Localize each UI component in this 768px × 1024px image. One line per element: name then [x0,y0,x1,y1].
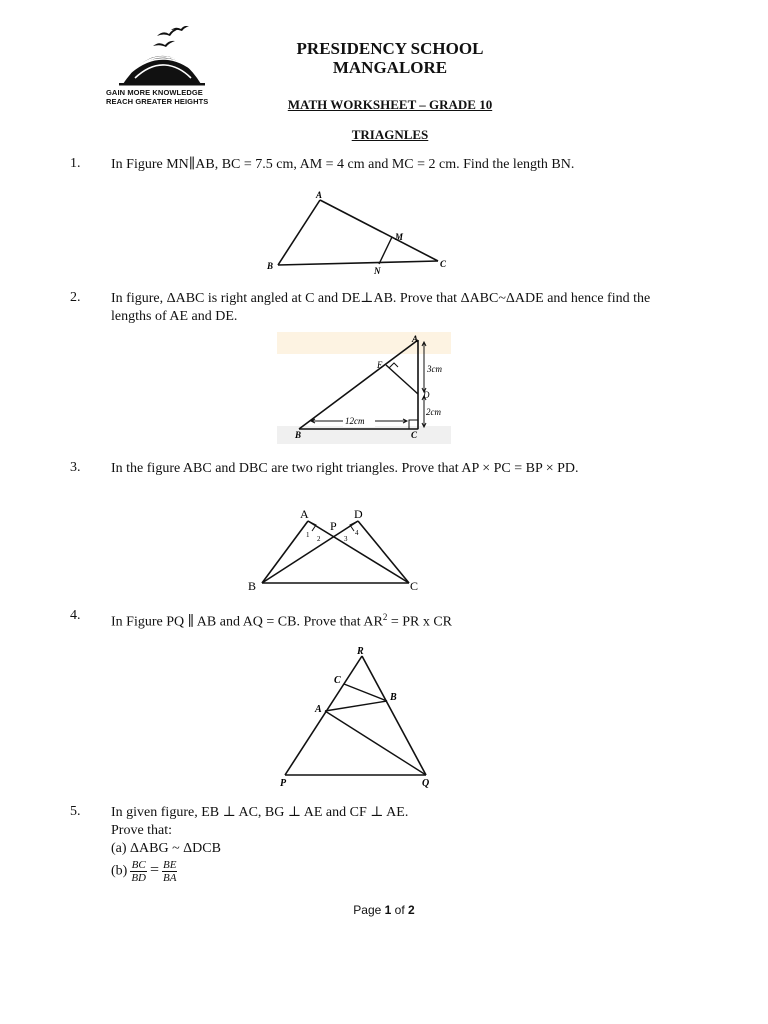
question-number: 1. [70,156,81,171]
figure-label: 2cm [426,407,441,417]
figure-q1-triangle [262,188,458,278]
figure-label: B [295,430,302,440]
school-name: PRESIDENCY SCHOOL [296,39,484,58]
figure-q2-triangle [277,332,451,444]
page-current: 1 [384,903,392,917]
figure-label: 3 [344,535,348,543]
question-text-line: Prove that: [111,823,173,838]
superscript: 2 [382,612,388,622]
figure-label: D [423,390,430,400]
figure-label: N [374,266,381,276]
figure-label: B [390,692,397,703]
fraction-bc-bd [130,859,147,884]
equals-sign: = [150,861,160,879]
figure-label: 3cm [427,364,442,374]
question-text [111,290,711,326]
page-word: Page [353,903,382,917]
page-of: of [394,903,405,917]
question-text: In Figure MN∥AB, BC = 7.5 cm, AM = 4 cm and MC = 2 cm. Find the length BN. [111,157,575,172]
figure-label: B [267,261,274,271]
figure-label: C [411,430,418,440]
school-city: MANGALORE [332,58,448,77]
tagline-line-2: REACH GREATER HEIGHTS [106,97,209,106]
figure-label: M [395,232,404,242]
question-number: 5. [70,804,81,819]
figure-label: B [248,579,257,593]
figure-label: C [440,259,447,269]
figure-label: 1 [306,531,310,539]
figure-label: 12cm [345,416,365,426]
question-text [111,608,711,632]
figure-label: P [280,778,287,789]
figure-label: Q [422,778,430,789]
question-text [111,804,711,884]
fraction-numerator: BC [131,859,146,871]
question-part-a: (a) ΔABG ~ ΔDCB [111,841,221,856]
figure-label: 2 [317,535,321,543]
question-text-part: = PR x CR [387,614,453,630]
figure-label: 4 [355,529,359,537]
page-number-footer [0,903,768,917]
fraction-denominator: BD [131,872,146,884]
figure-label: A [412,334,419,344]
question-text-line: lengths of AE and DE. [111,309,238,324]
school-tagline [106,88,208,106]
fraction-denominator: BA [163,872,177,884]
part-b-label: (b) [111,863,128,879]
question-text-part: In Figure PQ ∥ AB and AQ = CB. Prove that AR [111,614,383,630]
page-total: 2 [408,903,415,917]
question-text: In the figure ABC and DBC are two right triangles. Prove that AP × PC = BP × PD. [111,461,579,476]
question-part-b [111,859,711,884]
figure-label: D [354,507,363,521]
topic-title: TRIAGNLES [351,127,429,142]
figure-label: E [377,360,383,370]
tagline-line-1: GAIN MORE KNOWLEDGE [106,88,203,97]
figure-label: A [315,704,322,715]
question-number: 4. [70,608,81,623]
birds-over-book-logo-icon [105,26,217,88]
fraction-be-ba [162,859,177,884]
worksheet-title: MATH WORKSHEET – GRADE 10 [287,97,493,112]
figure-q4-triangle [272,644,442,792]
figure-label: C [410,579,419,593]
figure-label: R [357,646,364,657]
figure-q3-triangles [244,504,428,596]
question-text-line: In given figure, EB ⊥ AC, BG ⊥ AE and CF ⊥ AE. [111,805,409,820]
figure-label: C [334,675,341,686]
fraction-numerator: BE [163,859,177,871]
figure-label: P [330,519,337,533]
question-number: 2. [70,290,81,305]
figure-label: A [316,190,323,200]
figure-label: A [300,507,309,521]
question-number: 3. [70,460,81,475]
question-text-line: In figure, ΔABC is right angled at C and DE⊥AB. Prove that ΔABC~ΔADE and hence find the [111,291,651,306]
